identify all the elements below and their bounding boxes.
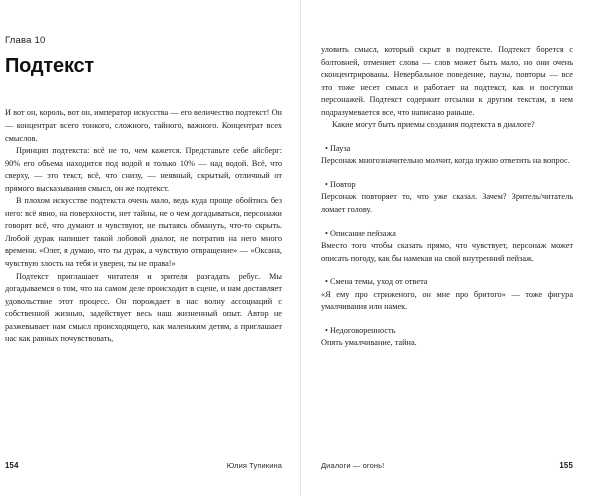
paragraph: И вот он, король, вот он, император искусства — его величество подтекст! Он — концентрат всего тонкого, сложного, тайного, важного. Концентрат всех смыслов. bbox=[5, 108, 282, 143]
left-page-body bbox=[5, 107, 282, 345]
technique-heading-label: Недоговоренность bbox=[329, 325, 396, 335]
technique-heading bbox=[321, 179, 573, 192]
paragraph: уловить смысл, который скрыт в подтексте. Подтекст борется с болтовней, отменяет слова — слов может быть мало, но они очень сконцентрированы. Невербальное поведение, паузы, повторы — все это тоже несет смысл и работает на подтекст, как и поступки персонажей. Подтекст содержит отсылки к другим текстам, в нем подразумевается все, что написано раньше. bbox=[321, 45, 573, 117]
technique-item bbox=[321, 325, 573, 350]
right-page-footer bbox=[321, 461, 573, 470]
chapter-title: Подтекст bbox=[5, 55, 95, 78]
technique-heading bbox=[321, 325, 573, 338]
right-page-body bbox=[321, 44, 573, 132]
technique-item bbox=[321, 228, 573, 266]
bullet-icon: • bbox=[325, 325, 328, 335]
page-number: 155 bbox=[559, 461, 573, 470]
paragraph: Какие могут быть приемы создания подтекста в диалоге? bbox=[332, 120, 535, 130]
paragraph: Подтекст приглашает читателя и зрителя разгадать ребус. Мы догадываемся о том, что на самом деле происходит в сцене, и нам доставляет удовольствие этот процесс. Он порождает в нас волну ассоциаций с собственной жизнью, задействует весь наш жизненный опыт. Автор не разжевывает нам смысл происходящего, как маленьким детям, а приглашает нас как равных почувствовать, bbox=[5, 271, 282, 344]
left-page-footer bbox=[5, 461, 282, 470]
running-head-author: Юлия Тупикина bbox=[226, 461, 282, 470]
bullet-icon: • bbox=[325, 143, 328, 153]
technique-heading-label: Повтор bbox=[329, 179, 356, 189]
technique-heading bbox=[321, 143, 573, 156]
technique-description: «Я ему про стриженого, он мне про бритого» — тоже фигура умалчивания или намек. bbox=[321, 289, 573, 312]
technique-description: Опять умалчивание, тайна. bbox=[321, 338, 417, 348]
technique-heading bbox=[321, 228, 573, 241]
technique-description: Вместо того чтобы сказать прямо, что чувствует, персонаж может описать погоду, как бы намекая на свой внутренний пейзаж. bbox=[321, 241, 573, 263]
bullet-icon: • bbox=[325, 179, 328, 189]
chapter-number-label: Глава 10 bbox=[5, 35, 46, 46]
running-head-title: Диалоги — огонь! bbox=[321, 461, 385, 470]
technique-heading bbox=[321, 276, 573, 289]
paragraph: В плохом искусстве подтекста очень мало, ведь куда проще обойтись без него: всё явно, на поверхности, нет тайны, не о чем догадываться, персонажи говорят всё, что думают и чувствуют, не пытаясь обмануть, что-то скрыть. Любой дурак напишет такой лобовой диалог, не потратив на него много времени. «Олег, я думаю, что ты дурак, а чувствую отвращение» — «Оксана, чувствую злость на тебя и уверен, ты не права!» bbox=[5, 196, 282, 268]
technique-item bbox=[321, 276, 573, 314]
technique-item bbox=[321, 179, 573, 217]
technique-heading-label: Описание пейзажа bbox=[329, 228, 396, 238]
bullet-icon: • bbox=[325, 277, 328, 287]
right-page bbox=[300, 0, 600, 496]
page-number: 154 bbox=[5, 461, 19, 470]
technique-heading-label: Пауза bbox=[329, 143, 351, 153]
paragraph: Принцип подтекста: всё не то, чем кажется. Представьте себе айсберг: 90% его объема находится под водой и только 10% — над водой. Всё, что сверху, — это текст, всё, что снизу, — неявный, скрытый, отличный от прямого высказывания смысл, он же подтекст. bbox=[5, 146, 282, 193]
technique-description: Персонаж многозначительно молчит, когда нужно ответить на вопрос. bbox=[321, 156, 570, 166]
technique-item bbox=[321, 143, 573, 168]
technique-description: Персонаж повторяет то, что уже сказал. Зачем? Зритель/читатель ломает голову. bbox=[321, 192, 573, 215]
bullet-icon: • bbox=[325, 228, 328, 238]
technique-heading-label: Смена темы, уход от ответа bbox=[329, 277, 428, 287]
